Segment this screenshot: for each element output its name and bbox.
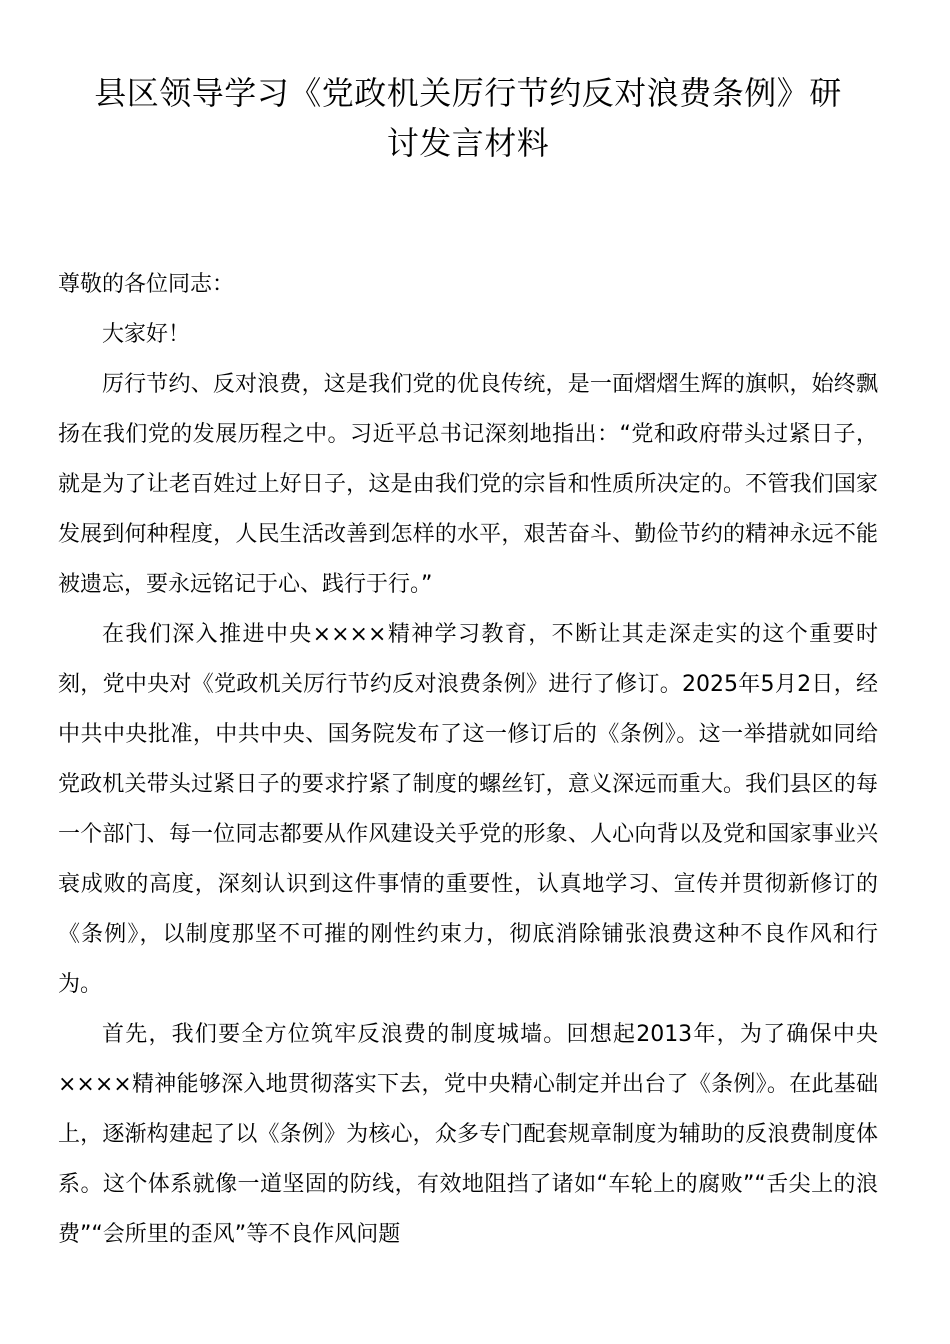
title-line-2: 讨发言材料 [386, 124, 550, 162]
greeting: 大家好！ [102, 322, 191, 347]
document-title [58, 68, 878, 168]
paragraph-3: 首先，我们要全方位筑牢反浪费的制度城墙。回想起2013年，为了确保中央××××精神能够深入地贯彻落实下去，党中央精心制定并出台了《条例》。在此基础上，逐渐构建起了以《条例》为核心，众多专门配套规章制度为辅助的反浪费制度体系。这个体系就像一道坚固的防线，有效地阻挡了诸如“车轮上的腐败”“舌尖上的浪费”“会所里的歪风”等不良作风问题 [58, 1022, 878, 1247]
salutation: 尊敬的各位同志： [58, 272, 235, 297]
paragraph-1: 厉行节约、反对浪费，这是我们党的优良传统，是一面熠熠生辉的旗帜，始终飘扬在我们党的发展历程之中。习近平总书记深刻地指出：“党和政府带头过紧日子，就是为了让老百姓过上好日子，这是由我们党的宗旨和性质所决定的。不管我们国家发展到何种程度，人民生活改善到怎样的水平，艰苦奋斗、勤俭节约的精神永远不能被遗忘，要永远铭记于心、践行于行。” [58, 372, 878, 597]
paragraph-2: 在我们深入推进中央××××精神学习教育，不断让其走深走实的这个重要时刻，党中央对《党政机关厉行节约反对浪费条例》进行了修订。2025年5月2日，经中共中央批准，中共中央、国务院发布了这一修订后的《条例》。这一举措就如同给党政机关带头过紧日子的要求拧紧了制度的螺丝钉，意义深远而重大。我们县区的每一个部门、每一位同志都要从作风建设关乎党的形象、人心向背以及党和国家事业兴衰成败的高度，深刻认识到这件事情的重要性，认真地学习、宣传并贯彻新修订的《条例》，以制度那坚不可摧的刚性约束力，彻底消除铺张浪费这种不良作风和行为。 [58, 622, 878, 997]
title-line-1: 县区领导学习《党政机关厉行节约反对浪费条例》研 [94, 74, 842, 112]
